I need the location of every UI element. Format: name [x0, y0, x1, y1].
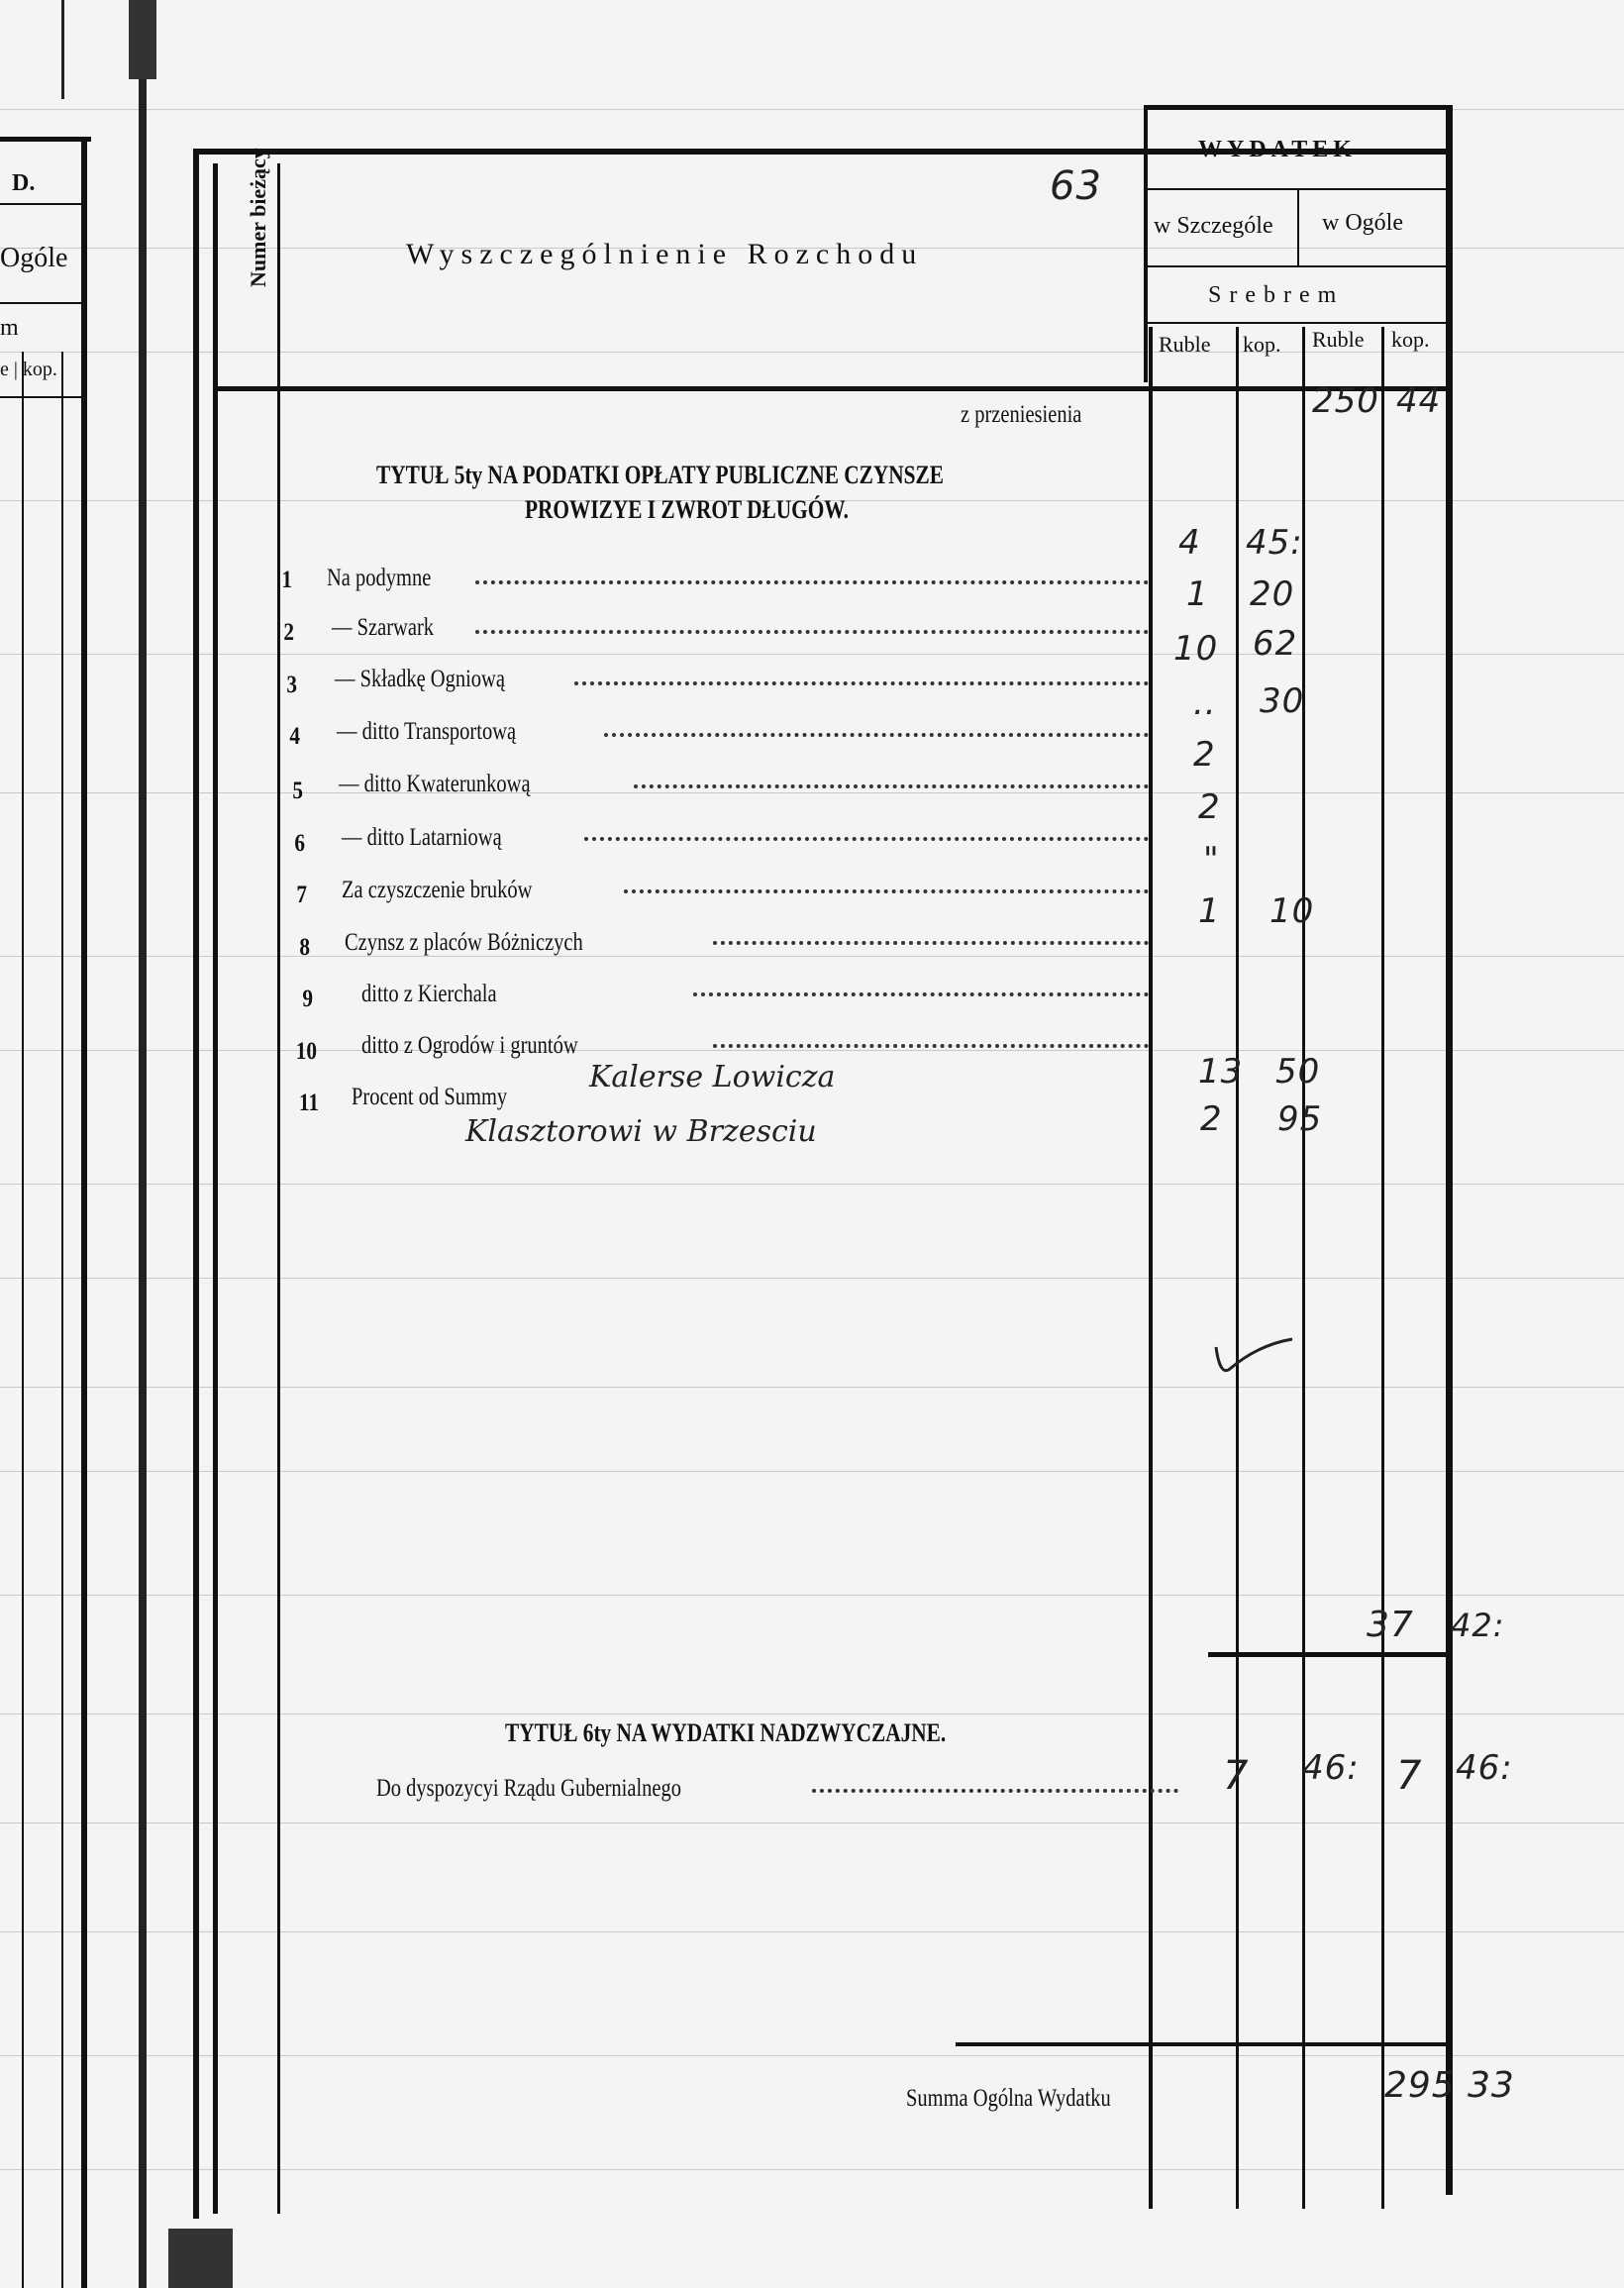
row-label: Za czyszczenie bruków — [342, 877, 533, 903]
row-kop: 20 — [1250, 574, 1295, 614]
subtotal5-kop: 42: — [1451, 1607, 1505, 1644]
row-ruble: 2 — [1198, 787, 1221, 827]
row-ruble: 10 — [1173, 629, 1219, 669]
row6-ruble: 7 — [1223, 1753, 1250, 1799]
carry-forward-kop: 44 — [1396, 381, 1442, 421]
page-mark: 63 — [1050, 163, 1102, 209]
wydatek-header: WYDATEK — [1198, 137, 1357, 162]
srebrem-header: Srebrem — [1208, 282, 1345, 308]
summa-ruble: 295 — [1384, 2065, 1456, 2106]
row-kop: 45: — [1246, 523, 1303, 563]
row-ruble: 2 — [1193, 735, 1216, 775]
left-fragment-m: m — [0, 315, 19, 341]
col-description-header: Wyszczególnienie Rozchodu — [406, 238, 924, 270]
row-handwritten-note: Kalerse Lowicza — [589, 1060, 836, 1094]
row-label: — ditto Kwaterunkową — [339, 771, 531, 797]
row-number: 6 — [294, 830, 305, 857]
ruble-header-1: Ruble — [1159, 332, 1211, 357]
row-number: 1 — [281, 567, 292, 593]
row-kop: 62 — [1253, 624, 1298, 664]
title5-line2: PROWIZYE I ZWROT DŁUGÓW. — [525, 495, 849, 524]
row-label: — ditto Latarniową — [342, 824, 502, 851]
row-ruble: 1 — [1198, 891, 1221, 931]
row-label: Czynsz z placów Bóżniczych — [345, 929, 583, 956]
summa-label: Summa Ogólna Wydatku — [906, 2085, 1111, 2112]
extra-row-handwritten: Klasztorowi w Brzesciu — [465, 1114, 817, 1149]
left-fragment-letter: D. — [12, 170, 36, 196]
left-fragment-kop: e | kop. — [0, 359, 57, 380]
row-label: — Szarwark — [332, 614, 435, 641]
title5-line1: TYTUŁ 5ty NA PODATKI OPŁATY PUBLICZNE CZYNSZE — [376, 461, 944, 489]
row-number: 9 — [302, 986, 313, 1012]
row-label: ditto z Ogrodów i gruntów — [361, 1032, 578, 1059]
extra-row-kop: 95 — [1277, 1099, 1323, 1139]
row-number: 4 — [289, 723, 300, 750]
subtotal5-ruble: 37 — [1367, 1605, 1414, 1645]
row-ruble: .. — [1193, 683, 1217, 723]
row-number: 3 — [286, 672, 297, 698]
row-number: 5 — [292, 778, 303, 804]
w-szczegole-header: w Szczególe — [1154, 213, 1273, 239]
row-ruble: 13 — [1198, 1052, 1244, 1092]
ruble-header-2: Ruble — [1312, 327, 1365, 352]
title6: TYTUŁ 6ty NA WYDATKI NADZWYCZAJNE. — [505, 1718, 947, 1747]
row-ruble: " — [1203, 840, 1220, 880]
row-kop: 50 — [1275, 1052, 1321, 1092]
kop-header-2: kop. — [1391, 327, 1430, 352]
row6-ruble-total: 7 — [1396, 1753, 1423, 1799]
row6-label: Do dyspozycyi Rządu Gubernialnego — [376, 1775, 681, 1802]
row-number: 8 — [299, 934, 310, 961]
col-number-header: Numer bieżący — [246, 148, 270, 287]
row-label: — ditto Transportową — [337, 718, 517, 745]
left-fragment-ogole: Ogóle — [0, 243, 68, 273]
row-kop: 10 — [1269, 891, 1315, 931]
row-number: 2 — [283, 619, 294, 646]
kop-header-1: kop. — [1243, 332, 1281, 357]
row-ruble: 4 — [1178, 523, 1201, 563]
row6-kop: 46: — [1302, 1748, 1360, 1788]
carry-forward-label: z przeniesienia — [961, 401, 1082, 428]
row-label: — Składkę Ogniową — [335, 666, 505, 692]
extra-row-ruble: 2 — [1200, 1099, 1223, 1139]
row-number: 7 — [296, 882, 307, 908]
w-ogole-header: w Ogóle — [1322, 210, 1403, 236]
carry-forward-ruble: 250 — [1312, 381, 1379, 421]
row-number: 11 — [298, 1090, 319, 1116]
row-ruble: 1 — [1186, 574, 1209, 614]
row6-kop-total: 46: — [1456, 1748, 1513, 1788]
row-number: 10 — [295, 1038, 317, 1065]
summa-kop: 33 — [1468, 2065, 1515, 2106]
row-label: Procent od Summy — [352, 1084, 508, 1110]
row-label: ditto z Kierchala — [361, 981, 497, 1007]
row-label: Na podymne — [327, 565, 432, 591]
row-kop: 30 — [1260, 681, 1305, 721]
checkmark-icon — [1208, 1327, 1297, 1387]
